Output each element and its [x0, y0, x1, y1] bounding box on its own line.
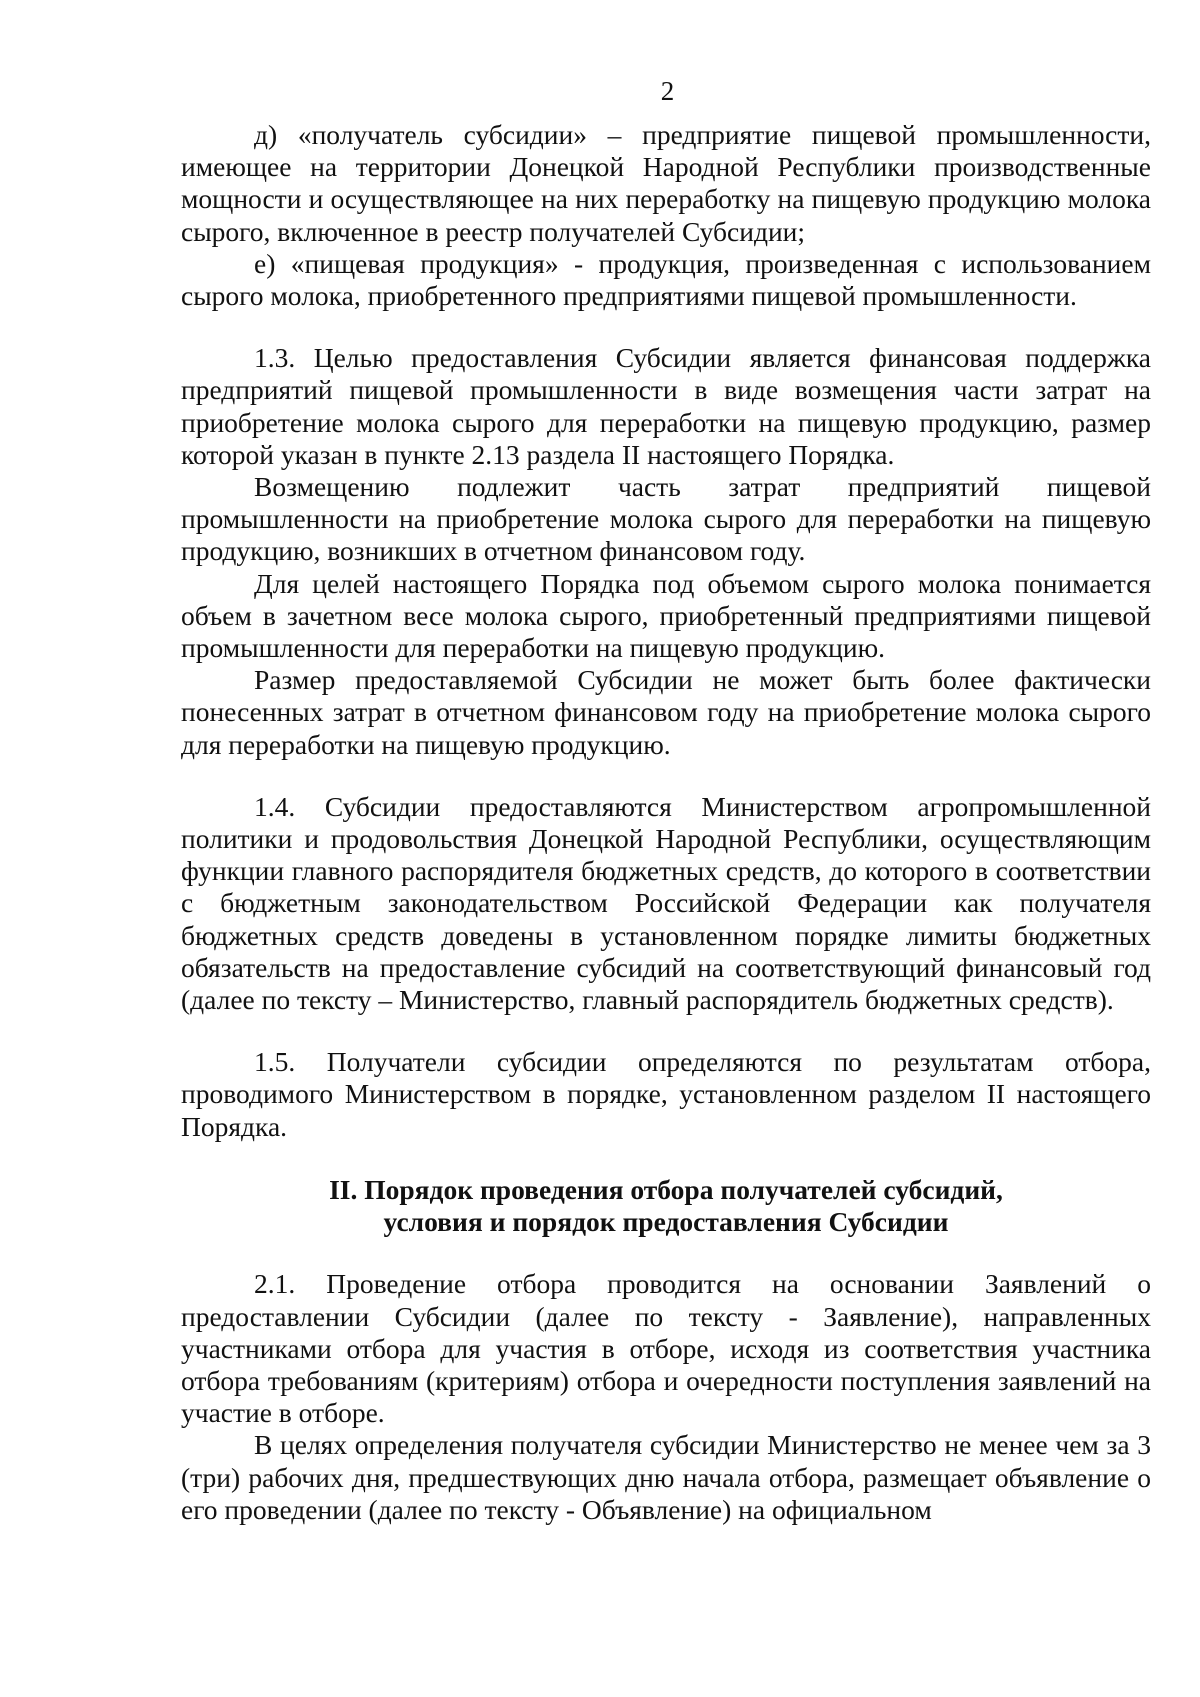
paragraph-1-4: 1.4. Субсидии предоставляются Министерством агропромышленной политики и продовольствия Донецкой Народной Республики, осуществляющим функции главного распорядителя бюджетных средств, до которого в соответствии с бюджетным законодательством Российской Федерации как получателя бюджетных средств доведены в установленном порядке лимиты бюджетных обязательств на предоставление субсидий на соответствующий финансовый год (далее по тексту – Министерство, главный распорядитель бюджетных средств). — [181, 790, 1151, 1016]
page-number: 2 — [660, 76, 675, 106]
paragraph-gap — [181, 1143, 1151, 1174]
document-body — [181, 119, 1151, 1526]
paragraph-gap — [181, 312, 1151, 342]
paragraph-1-3-volume: Для целей настоящего Порядка под объемом сырого молока понимается объем в зачетном весе молока сырого, приобретенный предприятиями пищевой промышленности для переработки на пищевую продукцию. — [181, 567, 1151, 664]
paragraph-2-1-announcement: В целях определения получателя субсидии Министерство не менее чем за 3 (три) рабочих дня, предшествующих дню начала отбора, размещает объявление о его проведении (далее по тексту - Объявление) на официальном — [181, 1429, 1151, 1525]
section-heading — [181, 1174, 1151, 1238]
paragraph-1-3-reimbursement: Возмещению подлежит часть затрат предприятий пищевой промышленности на приобретение молока сырого для переработки на пищевую продукцию, возникших в отчетном финансовом году. — [181, 471, 1151, 567]
paragraph-1-3: 1.3. Целью предоставления Субсидии является финансовая поддержка предприятий пищевой промышленности в виде возмещения части затрат на приобретение молока сырого для переработки на пищевую продукцию, размер которой указан в пункте 2.13 раздела II настоящего Порядка. — [181, 342, 1151, 470]
section-heading-line-2: условия и порядок предоставления Субсидии — [383, 1206, 949, 1238]
paragraph-definition-d: д) «получатель субсидии» – предприятие пищевой промышленности, имеющее на территории Донецкой Народной Республики производственные мощности и осуществляющее на них переработку на пищевую продукцию молока сырого, включенное в реестр получателей Субсидии; — [181, 119, 1151, 247]
paragraph-gap — [181, 761, 1151, 791]
paragraph-definition-e: е) «пищевая продукция» - продукция, произведенная с использованием сырого молока, приобретенного предприятиями пищевой промышленности. — [181, 247, 1151, 312]
paragraph-gap — [181, 1016, 1151, 1046]
paragraph-2-1: 2.1. Проведение отбора проводится на основании Заявлений о предоставлении Субсидии (далее по тексту - Заявление), направленных участниками отбора для участия в отборе, исходя из соответствия участника отбора требованиям (критериям) отбора и очередности поступления заявлений на участие в отборе. — [181, 1268, 1151, 1429]
section-heading-line-1: II. Порядок проведения отбора получателей субсидий, — [329, 1173, 1003, 1205]
paragraph-gap — [181, 1238, 1151, 1268]
paragraph-1-3-amount-limit: Размер предоставляемой Субсидии не может быть более фактически понесенных затрат в отчетном финансовом году на приобретение молока сырого для переработки на пищевую продукцию. — [181, 664, 1151, 760]
paragraph-1-5: 1.5. Получатели субсидии определяются по результатам отбора, проводимого Министерством в порядке, установленном разделом II настоящего Порядка. — [181, 1046, 1151, 1142]
